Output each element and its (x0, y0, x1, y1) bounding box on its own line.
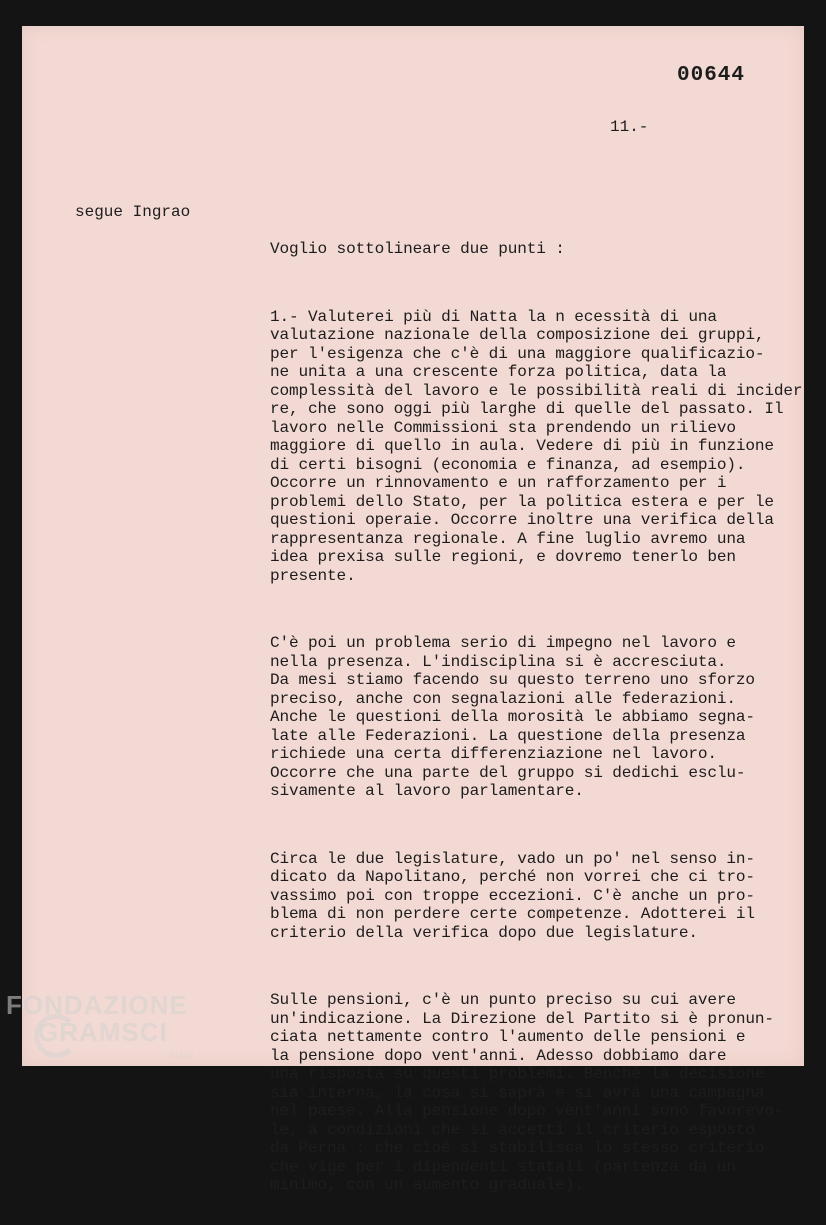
watermark-line-2: GRAMSCI (38, 1017, 168, 1047)
page-number: 11.- (610, 118, 649, 136)
watermark-line-1: FONDAZIONE (6, 990, 188, 1020)
watermark-line-3: onlus (170, 1050, 194, 1061)
paragraph-4: Sulle pensioni, c'è un punto preciso su cui avere un'indicazione. La Direzione del Partito si è pronun- ciata nettamente contro l'aumento delle pensioni e la pensione dopo vent'anni. Adesso dobbiamo dare una risposta su questi problemi. Benché la decisione sia interna, la cosa si saprà e si avrà una campagna nel paese. Alla pensione dopo vènt'anni sono favorevo- le, a condizioni che si accetti il criterio esposto da Perna : che cioè si stabilisca lo stesso criterio che vige per i dipendenti statali (partenza da un minimo, con un aumento graduale). (270, 991, 784, 1194)
watermark-ring-icon (34, 1014, 78, 1058)
speaker-label: segue Ingrao (75, 203, 191, 221)
fondazione-gramsci-watermark (6, 990, 194, 1061)
paragraph-1: 1.- Valuterei più di Natta la n ecessità di una valutazione nazionale della composizione dei gruppi, per l'esigenza che c'è di una maggiore qualificazio- ne unita a una crescente forza politica, data la complessità del lavoro e le possibilità reali di incider re, che sono oggi più larghe di quelle del passato. Il lavoro nelle Commissioni sta prendendo un rilievo maggiore di quello in aula. Vedere di più in funzione di certi bisogni (economia e finanza, ad esempio). Occorre un rinnovamento e un rafforzamento per i problemi dello Stato, per la politica estera e per le questioni operaie. Occorre inoltre una verifica della rappresentanza regionale. A fine luglio avremo una idea prexisa sulle regioni, e dovremo tenerlo ben presente. (270, 307, 803, 585)
document-body (270, 203, 803, 1225)
document-number: 00644 (677, 64, 746, 87)
paragraph-2: C'è poi un problema serio di impegno nel lavoro e nella presenza. L'indisciplina si è accresciuta. Da mesi stiamo facendo su questo terreno uno sforzo preciso, anche con segnalazioni alle federazioni. Anche le questioni della morosità le abbiamo segna- late alle Federazioni. La questione della presenza richiede una certa differenziazione nel lavoro. Occorre che una parte del gruppo si dedichi esclu- sivamente al lavoro parlamentare. (270, 634, 755, 800)
paragraph-3: Circa le due legislature, vado un po' nel senso in- dicato da Napolitano, perché non vorrei che ci tro- vassimo poi con troppe eccezioni. C'è anche un pro- blema di non perdere certe competenze. Adotterei il criterio della verifica dopo due legislature. (270, 849, 755, 942)
body-heading: Voglio sottolineare due punti : (270, 240, 565, 258)
